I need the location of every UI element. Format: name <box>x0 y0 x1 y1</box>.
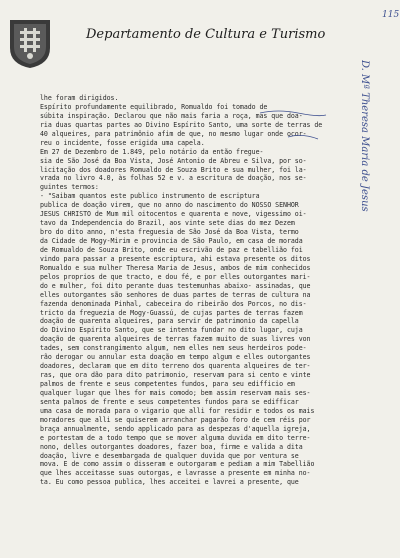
page-number-handwritten: 115 <box>382 10 400 20</box>
text-line: de Romualdo de Souza Brito, onde eu escrivão de paz e tabellião foi <box>40 245 303 254</box>
text-line: ta. Eu como pessoa publica, lhes acceitei e lavrei a presente, que <box>40 478 299 487</box>
text-line: rão derogar ou annular esta doação em tempo algum e elles outorgantes <box>40 353 311 362</box>
text-line: nono, delles outorgantes doadores, fazer boa, firme e valida a dita <box>40 442 303 451</box>
text-line: sia de São José da Boa Vista, José Antonio de Abreu e Silva, por so- <box>40 156 307 165</box>
handwritten-margin-note <box>356 60 376 330</box>
text-line: tavo da Independencia do Brazil, aos vinte sete dias do mez Dezem <box>40 219 295 228</box>
text-line: mova. E de como assim o disseram e outorgaram e pediam a mim Tabellião <box>40 460 315 469</box>
department-header-title: Departamento de Cultura e Turismo <box>86 27 326 42</box>
text-line: reu o incidente, fosse erigida uma capela. <box>40 138 205 147</box>
text-line: súbita inspiração. Declarou que não mais faria a roça, mas que doa- <box>40 111 303 120</box>
coat-of-arms-emblem <box>6 18 54 70</box>
text-line: tricto da freguezia de Mogy-Guassú, de cujas partes de terras fazem <box>40 308 303 317</box>
text-line: Em 27 de Dezembro de 1.849, pelo notário da então fregue- <box>40 147 264 156</box>
text-line: moradores que alli se quiserem arranchar pagarão foro de cem réis por <box>40 415 311 424</box>
margin-note-text: D. Mª Theresa Maria de Jesus <box>359 60 370 212</box>
text-line: Romualdo e sua mulher Theresa Maria de Jesus, ambos de mim conhecidos <box>40 263 311 272</box>
text-line: doadores, declaram que em dito terreno dos quarenta alqueires de ter- <box>40 362 311 371</box>
text-line: e portestam de a todo tempo que se mover alguma duvida em dito terre- <box>40 433 311 442</box>
text-line: doação de quarenta alqueires, para servir de patrimonio da capella <box>40 317 299 326</box>
text-line: da Cidade de Mogy-Mirim e provincia de São Paulo, em casa de morada <box>40 237 303 245</box>
text-line: braça annualmente, sendo applicado para as despezas d'aquella igreja, <box>40 424 311 433</box>
text-line: uma casa de morada para o vigario que alli for residir e todos os mais <box>40 406 315 415</box>
text-line: senta palmos de frente e seus competentes fundos para se edifficar <box>40 397 299 406</box>
text-line: guintes termos: <box>40 183 99 192</box>
typed-body-text <box>40 94 358 487</box>
text-line: fazenda denominada Pinhal, cabeceira do ribeirão dos Porcos, no dis- <box>40 299 307 308</box>
text-line: lhe foram dirigidos. <box>40 94 119 102</box>
text-line: bro do dito anno, n'esta freguesia de São José da Boa Vista, termo <box>40 228 299 237</box>
text-line: vindo para passar a presente escriptura, ahi estava presente os ditos <box>40 254 311 263</box>
text-line: publica de doação virem, que no anno do nascimento do NOSSO SENHOR <box>40 201 299 210</box>
text-line: doação, livre e desembargada de qualquer duvida que por ventura se <box>40 451 299 460</box>
text-line: do Divino Espirito Santo, que se intenta fundar no dito lugar, cuja <box>40 326 303 335</box>
text-line: 40 alqueires, para patrimônio afim de que, no mesmo lugar onde ocor- <box>40 129 307 138</box>
text-line: ras, que ora dão para dito patrimonio, reservam para si cento e vinte <box>40 371 311 380</box>
text-line: vrada no livro 4.0, às folhas 52 e v. a escritura de doação, nos se- <box>40 174 307 183</box>
text-line: palmos de frente e seus competentes fundos, para seu edifficio em <box>40 380 295 388</box>
text-line: tades, sem constrangimento algum, nem elles nem seus herdeiros pode- <box>40 344 307 353</box>
text-line: que lhes acceitasse suas outorgas, e lavrasse a presente em minha no- <box>40 469 311 478</box>
text-line: ria duas quartas partes ao Divino Espírito Santo, uma sorte de terras de <box>40 120 323 129</box>
text-line: licitação dos doadores Romualdo de Souza Brito e sua mulher, foi la- <box>40 165 307 174</box>
text-line: elles outorgantes são senhores de duas partes de terras de cultura na <box>40 290 311 299</box>
text-line: doação de quarenta alqueires de terras fazem muito de suas livres von <box>40 335 311 344</box>
text-line: - "Saibam quantos este publico instrumento de escriptura <box>40 192 260 201</box>
text-line: pelos proprios de que tracto, e dou fé, e por elles outorgantes mari- <box>40 272 311 281</box>
text-line: Espírito profundamente equilibrado, Romualdo foi tomado de <box>40 102 268 111</box>
text-line: JESUS CHRISTO de Mum mil oitocentos e quarenta e nove, vigessimo oi- <box>40 210 307 219</box>
text-line: qualquer lugar que lhes for mais comodo; bem assim reservam mais ses- <box>40 388 311 397</box>
text-line: do e mulher, foi dito perante duas testemunhas abaixo- assinadas, que <box>40 281 311 290</box>
